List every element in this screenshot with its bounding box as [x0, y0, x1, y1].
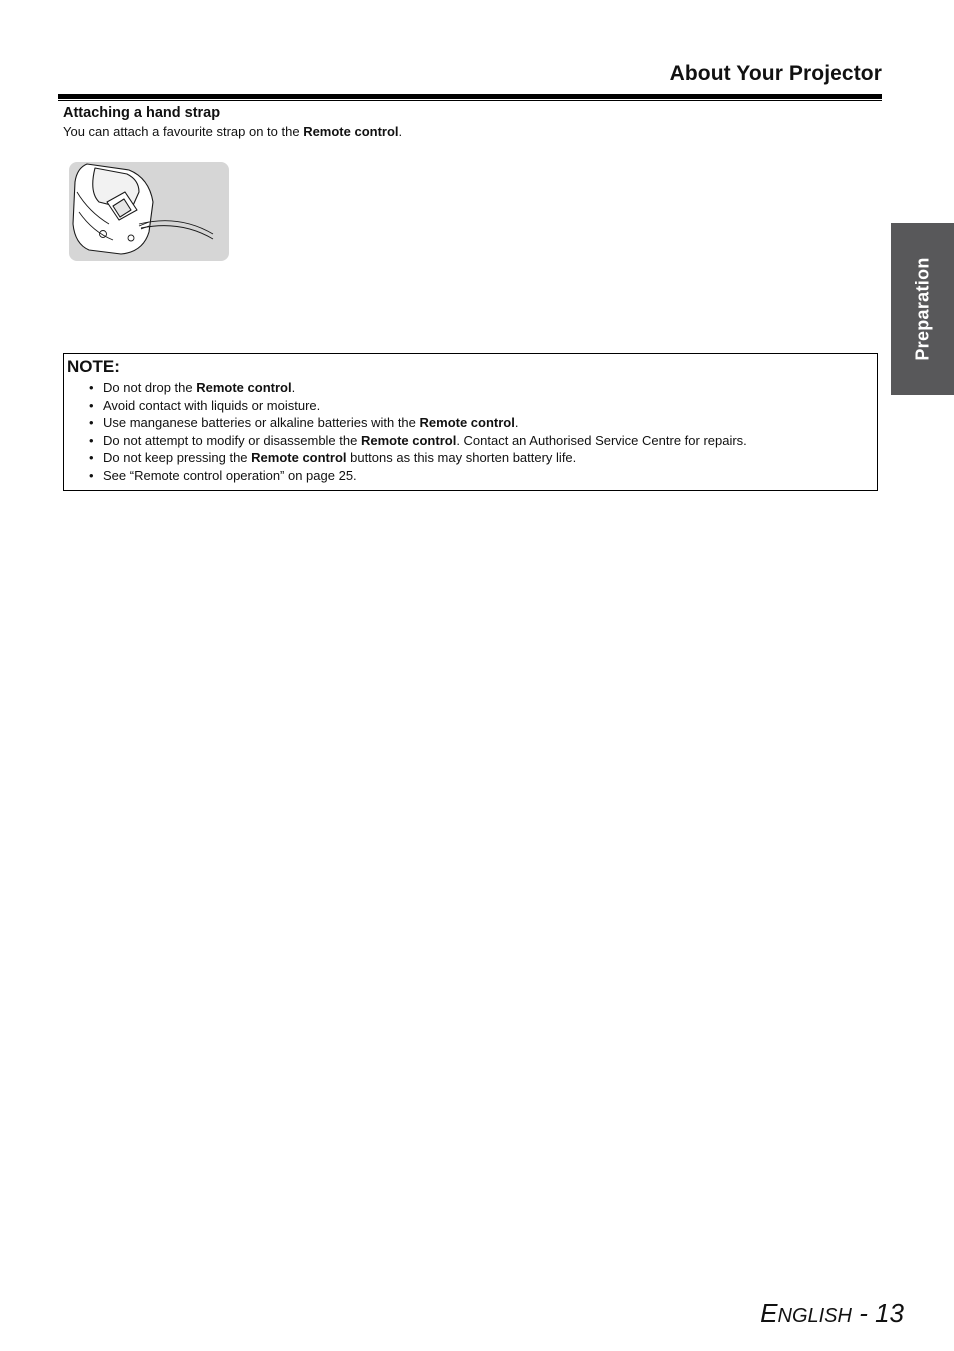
- bullet: •: [89, 450, 94, 466]
- page-header-title: About Your Projector: [669, 62, 882, 85]
- section-body-prefix: You can attach a favourite strap on to the: [63, 124, 304, 139]
- footer-rest: NGLISH: [777, 1305, 852, 1327]
- note-item: [89, 397, 747, 415]
- note-title: NOTE:: [67, 357, 120, 376]
- note-item: [89, 432, 747, 450]
- bullet: •: [89, 380, 94, 395]
- section-body: [63, 124, 402, 139]
- note-item-post: . Contact an Authorised Service Centre for repairs.: [456, 432, 747, 448]
- note-item-post: buttons as this may shorten battery life.: [346, 450, 577, 466]
- note-item-bold: Remote control: [251, 450, 347, 466]
- page-footer: [760, 1298, 904, 1329]
- note-item-pre: Use manganese batteries or alkaline batteries with the: [103, 415, 420, 431]
- note-item-post: .: [291, 380, 296, 395]
- footer-first-letter: E: [760, 1298, 778, 1328]
- header-rule-thin: [58, 100, 882, 101]
- note-item: [89, 379, 747, 397]
- remote-strap-drawing: [69, 162, 229, 261]
- note-item-pre: Avoid contact with liquids or moisture.: [103, 397, 321, 413]
- note-list: [89, 379, 747, 485]
- note-item-pre: Do not attempt to modify or disassemble the: [103, 432, 361, 448]
- section-body-bold: Remote control: [303, 124, 399, 139]
- note-item: [89, 449, 747, 467]
- side-tab-label: Preparation: [912, 257, 932, 361]
- note-item-post: .: [514, 415, 519, 431]
- note-item-bold: Remote control: [360, 432, 457, 448]
- note-item-pre: See “Remote control operation” on page 25.: [103, 467, 357, 483]
- bullet: •: [89, 415, 94, 431]
- note-item-bold: Remote control: [419, 415, 515, 431]
- bullet: •: [89, 432, 94, 448]
- strap-illustration: [69, 162, 229, 261]
- note-item: [89, 467, 747, 485]
- section-heading: Attaching a hand strap: [63, 105, 221, 121]
- section-body-suffix: .: [398, 124, 403, 139]
- header-rule: [58, 94, 882, 99]
- note-item-pre: Do not keep pressing the: [103, 450, 252, 466]
- note-item-pre: Do not drop the: [103, 380, 197, 395]
- note-box: [63, 353, 878, 491]
- note-item-bold: Remote control: [196, 380, 292, 395]
- side-tab: [891, 223, 954, 395]
- bullet: •: [89, 397, 94, 413]
- footer-page-number: - 13: [851, 1298, 904, 1328]
- note-item: [89, 414, 747, 432]
- bullet: •: [89, 467, 94, 483]
